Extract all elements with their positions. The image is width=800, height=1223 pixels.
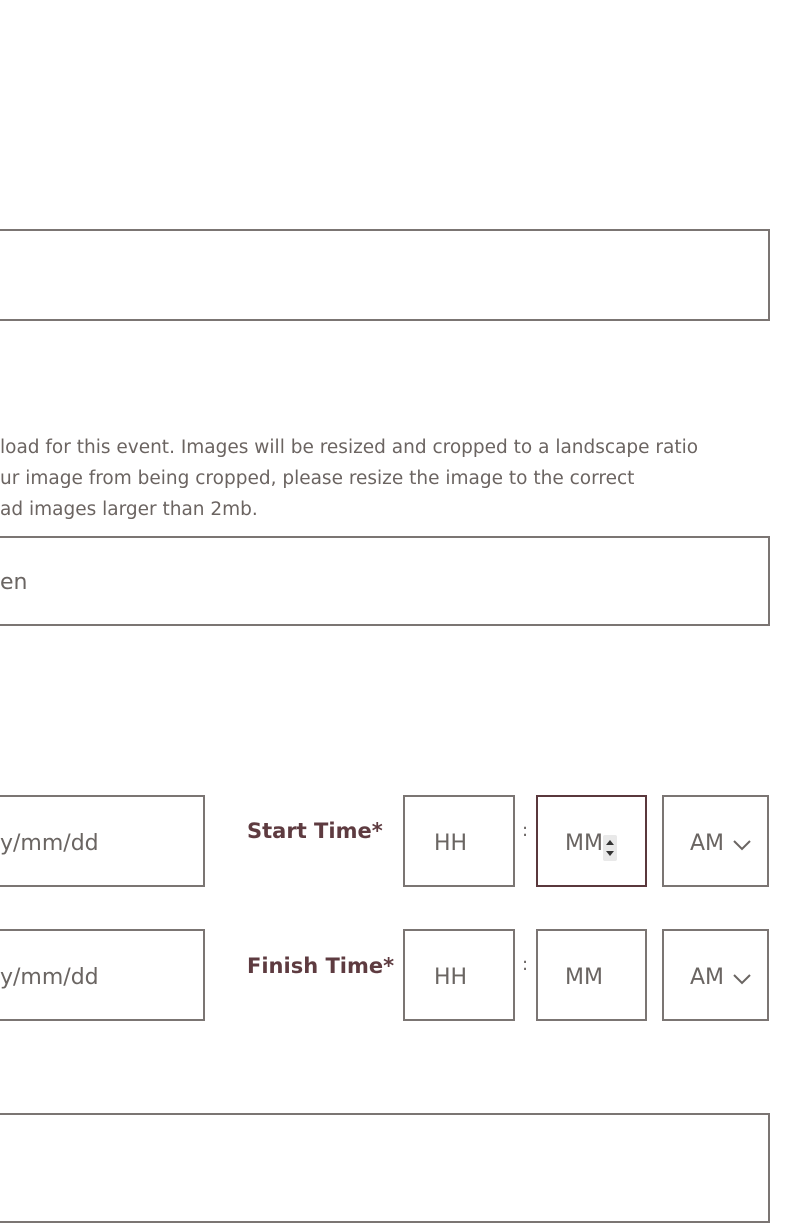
image-upload-help-text	[0, 432, 790, 525]
finish-hour-input[interactable]	[403, 929, 515, 1021]
start-minute-input[interactable]	[536, 795, 647, 887]
finish-minute-placeholder: MM	[565, 965, 603, 990]
help-line-1: load for this event. Images will be resized and cropped to a landscape ratio	[0, 437, 699, 458]
spinner-down-icon[interactable]	[605, 850, 615, 858]
start-hour-placeholder: HH	[434, 831, 468, 856]
chevron-down-icon	[732, 973, 752, 985]
top-text-field[interactable]	[0, 229, 770, 321]
help-line-3: ad images larger than 2mb.	[0, 499, 258, 520]
finish-time-colon: :	[522, 954, 529, 975]
image-file-field-text: en	[0, 570, 28, 595]
finish-ampm-select[interactable]	[662, 929, 769, 1021]
finish-ampm-value: AM	[690, 965, 725, 990]
finish-time-label: Finish Time*	[247, 954, 395, 978]
finish-date-placeholder: y/mm/dd	[0, 965, 99, 990]
start-ampm-select[interactable]	[662, 795, 769, 887]
help-line-2: ur image from being cropped, please resize the image to the correct	[0, 468, 635, 489]
start-time-label: Start Time*	[247, 819, 383, 843]
start-date-placeholder: y/mm/dd	[0, 831, 99, 856]
description-textarea[interactable]	[0, 1113, 770, 1223]
spinner-up-icon[interactable]	[605, 838, 615, 846]
start-minute-placeholder: MM	[565, 831, 603, 856]
finish-hour-placeholder: HH	[434, 965, 468, 990]
start-date-input[interactable]	[0, 795, 205, 887]
minute-spinner[interactable]	[603, 835, 617, 861]
start-hour-input[interactable]	[403, 795, 515, 887]
start-time-colon: :	[522, 820, 529, 841]
finish-minute-input[interactable]	[536, 929, 647, 1021]
start-ampm-value: AM	[690, 831, 725, 856]
finish-date-input[interactable]	[0, 929, 205, 1021]
image-file-field[interactable]	[0, 536, 770, 626]
chevron-down-icon	[732, 839, 752, 851]
